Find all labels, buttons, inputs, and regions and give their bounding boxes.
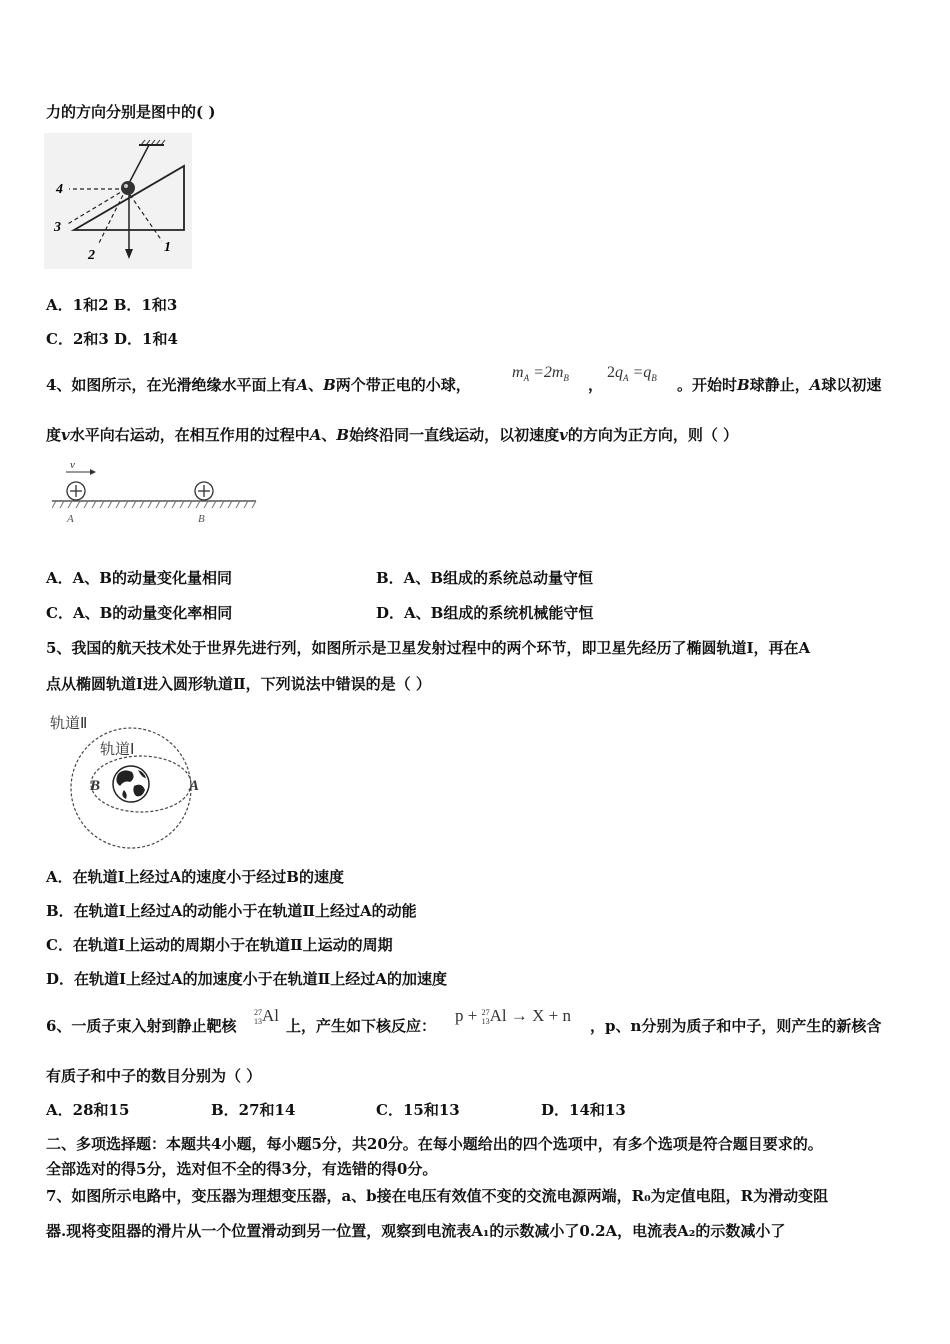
q4-var-b2: B (737, 376, 750, 394)
q5-label-a: A (189, 778, 200, 794)
q5-line2: 点从椭圆轨道Ⅰ进入圆形轨道Ⅱ，下列说法中错误的是（ ） (46, 675, 431, 693)
q6-line1-a: 6、一质子束入射到静止靶核 (46, 1017, 237, 1035)
section2-line1: 二、多项选择题：本题共4小题，每小题5分，共20分。在每小题给出的四个选项中，有多个选项是符合题目要求的。 (46, 1135, 823, 1153)
q5-option-c: C．在轨道Ⅰ上运动的周期小于在轨道Ⅱ上运动的周期 (46, 936, 393, 954)
q4-option-b: B．A、B组成的系统总动量守恒 (376, 569, 593, 587)
q6-option-d: D．14和13 (541, 1101, 626, 1119)
q4-line1-a: 4、如图所示，在光滑绝缘水平面上有 (46, 376, 297, 394)
q3-options-ab: A．1和2 B．1和3 (46, 296, 178, 314)
q4-var-b3: B (336, 426, 350, 444)
q4-var-v: v (61, 426, 70, 444)
q4-line1 (46, 375, 471, 395)
q4-equation-charge: $2q_A =q_B$ (607, 364, 657, 384)
q6-line2: 有质子和中子的数目分别为（ ） (46, 1067, 262, 1085)
q4-line2-d: 的方向为正方向，则（ ） (567, 426, 739, 444)
q5-option-a: A．在轨道Ⅰ上经过A的速度小于经过B的速度 (46, 868, 344, 886)
q4-sep: 、 (308, 376, 324, 394)
q6-line1-c: ，p、n分别为质子和中子，则产生的新核含 (590, 1017, 882, 1035)
q4-fig-label-v: v (70, 459, 75, 471)
q5-label-orbit2: 轨道Ⅱ (50, 714, 88, 732)
q4-fig-label-b: B (198, 513, 205, 525)
q3-label-3: 3 (54, 220, 61, 235)
q6-reaction: p + 27 13Al → X + n (455, 1006, 571, 1027)
q6-option-b: B．27和14 (211, 1101, 296, 1119)
q4-option-a: A．A、B的动量变化量相同 (46, 569, 232, 587)
q4-var-a2: A (809, 376, 822, 394)
q4-line1-rest (677, 375, 881, 395)
q5-line1: 5、我国的航天技术处于世界先进行列，如图所示是卫星发射过程中的两个环节，即卫星先经历了椭圆轨道Ⅰ，再在A (46, 639, 811, 657)
q4-line2 (46, 425, 738, 445)
q4-line1-b: 两个带正电的小球， (335, 376, 471, 394)
q6-line1-b: 上，产生如下核反应： (286, 1017, 437, 1035)
q4-line1-c: 。开始时 (677, 376, 738, 394)
q3-options-cd: C．2和3 D．1和4 (46, 330, 178, 348)
q5-option-d: D．在轨道Ⅰ上经过A的加速度小于在轨道Ⅱ上经过A的加速度 (46, 970, 447, 988)
q4-line2-b: 水平向右运动，在相互作用的过程中 (69, 426, 310, 444)
q7-line1: 7、如图所示电路中，变压器为理想变压器，a、b接在电压有效值不变的交流电源两端，R₀为定值电阻，R为滑动变阻 (46, 1187, 829, 1205)
q4-line2-c: 始终沿同一直线运动，以初速度 (349, 426, 560, 444)
q5-orbit-figure (48, 710, 208, 850)
q4-var-a3: A (309, 426, 322, 444)
q4-balls-figure (52, 458, 258, 526)
q3-force-figure (44, 133, 192, 269)
q5-option-b: B．在轨道Ⅰ上经过A的动能小于在轨道Ⅱ上经过A的动能 (46, 902, 417, 920)
q4-comma: ， (588, 376, 604, 394)
q4-var-v2: v (559, 426, 568, 444)
q5-label-orbit1: 轨道Ⅰ (100, 740, 135, 758)
section2-line2: 全部选对的得5分，选对但不全的得3分，有选错的得0分。 (46, 1160, 438, 1178)
q4-var-b: B (323, 376, 336, 394)
q3-label-1: 1 (164, 240, 171, 255)
q5-label-b: B (90, 778, 101, 794)
q6-option-a: A．28和15 (46, 1101, 130, 1119)
q3-label-2: 2 (88, 248, 95, 263)
q4-equation-mass: $m_A =2m_B$ (512, 364, 569, 384)
q4-fig-label-a: A (67, 513, 74, 525)
q4-line2-a: 度 (46, 426, 62, 444)
q7-line2: 器.现将变阻器的滑片从一个位置滑动到另一位置，观察到电流表A₁的示数减小了0.2A，电流表A₂的示数减小了 (46, 1222, 786, 1240)
q4-option-d: D．A、B组成的系统机械能守恒 (376, 604, 594, 622)
q4-option-c: C．A、B的动量变化率相同 (46, 604, 233, 622)
q3-stem-tail: 力的方向分别是图中的( ) (46, 103, 216, 121)
q6-nuclide: 27 13Al (254, 1006, 279, 1027)
q4-line1-e: 球以初速 (821, 376, 882, 394)
q4-var-a: A (296, 376, 309, 394)
q6-option-c: C．15和13 (376, 1101, 460, 1119)
q4-line1-d: 球静止， (749, 376, 810, 394)
q3-label-4: 4 (56, 182, 63, 197)
q4-sep2: 、 (321, 426, 337, 444)
